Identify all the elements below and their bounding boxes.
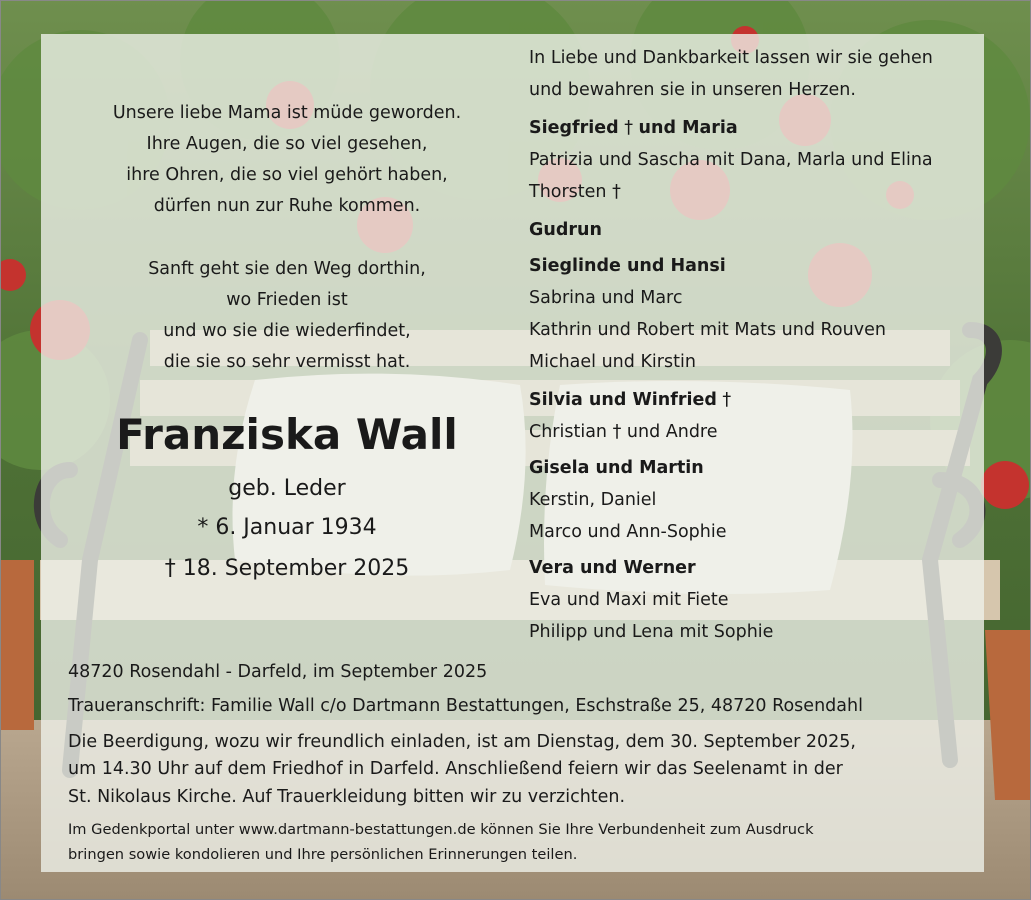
family-line: [529, 390, 731, 410]
poem-line: wo Frieden ist: [226, 290, 348, 310]
poem-stanza-1: [70, 98, 504, 222]
poem-line: dürfen nun zur Ruhe kommen.: [153, 196, 421, 216]
family-name: und Maria: [638, 118, 738, 138]
family-line: Thorsten †: [529, 182, 621, 202]
family-line: Philipp und Lena mit Sophie: [529, 622, 774, 642]
funeral-line: Die Beerdigung, wozu wir freundlich einladen, ist am Dienstag, dem 30. September 2025,: [68, 732, 856, 752]
family-line: Vera und Werner: [529, 558, 696, 578]
family-line: Sieglinde und Hansi: [529, 256, 726, 276]
intro-line: In Liebe und Dankbarkeit lassen wir sie gehen: [529, 48, 933, 68]
family-line: Christian † und Andre: [529, 422, 718, 442]
family-name: Silvia und Winfried: [529, 390, 717, 410]
funeral-line: um 14.30 Uhr auf dem Friedhof in Darfeld. Anschließend feiern wir das Seelenamt in der: [68, 759, 843, 779]
poem-line: Sanft geht sie den Weg dorthin,: [148, 259, 426, 279]
funeral-line: St. Nikolaus Kirche. Auf Trauerkleidung bitten wir zu verzichten.: [68, 787, 626, 807]
family-name: Siegfried: [529, 118, 619, 138]
portal-line: bringen sowie kondolieren und Ihre persönlichen Erinnerungen teilen.: [68, 846, 578, 863]
death-date: † 18. September 2025: [164, 556, 410, 581]
family-line: Eva und Maxi mit Fiete: [529, 590, 729, 610]
poem-line: ihre Ohren, die so viel gehört haben,: [126, 165, 448, 185]
deceased-name: Franziska Wall: [116, 410, 458, 459]
poem-line: die sie so sehr vermisst hat.: [163, 352, 411, 372]
portal-line: Im Gedenkportal unter www.dartmann-bestattungen.de können Sie Ihre Verbundenheit zum Ausdruck: [68, 821, 814, 838]
place-date: 48720 Rosendahl - Darfeld, im September 2025: [68, 662, 488, 682]
poem-stanza-2: [70, 254, 504, 378]
intro-line: und bewahren sie in unseren Herzen.: [529, 80, 856, 100]
family-line: Marco und Ann-Sophie: [529, 522, 727, 542]
family-line: Kathrin und Robert mit Mats und Rouven: [529, 320, 886, 340]
family-line: Gudrun: [529, 220, 602, 240]
family-line: Gisela und Martin: [529, 458, 704, 478]
poem-line: Ihre Augen, die so viel gesehen,: [146, 134, 428, 154]
family-line: Michael und Kirstin: [529, 352, 696, 372]
cross-symbol: †: [624, 118, 633, 138]
poem-line: Unsere liebe Mama ist müde geworden.: [112, 103, 462, 123]
poem-line: und wo sie die wiederfindet,: [163, 321, 411, 341]
maiden-name: geb. Leder: [228, 476, 346, 501]
family-line: Kerstin, Daniel: [529, 490, 657, 510]
birth-date: * 6. Januar 1934: [197, 515, 377, 540]
mourning-address: Traueranschrift: Familie Wall c/o Dartmann Bestattungen, Eschstraße 25, 48720 Rosendahl: [68, 696, 863, 716]
family-line: [529, 118, 738, 138]
family-line: Patrizia und Sascha mit Dana, Marla und Elina: [529, 150, 933, 170]
family-line: Sabrina und Marc: [529, 288, 683, 308]
cross-symbol: †: [722, 390, 732, 410]
